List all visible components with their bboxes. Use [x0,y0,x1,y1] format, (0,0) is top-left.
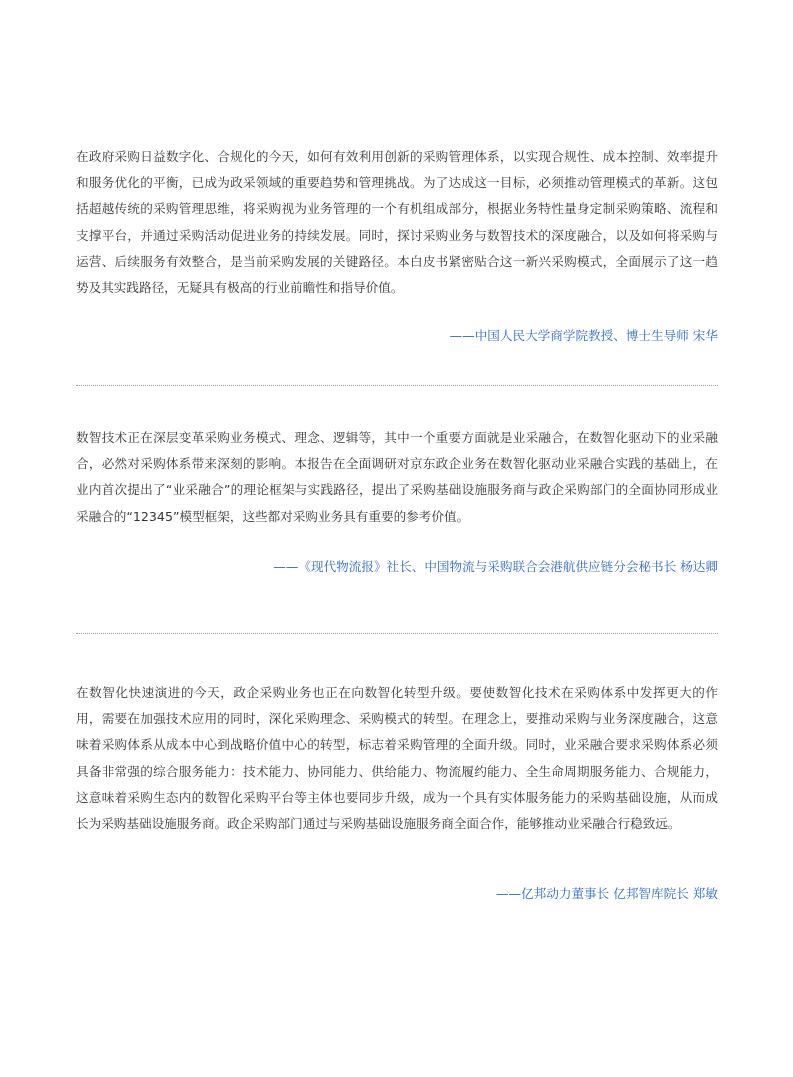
quote-block-1 [76,144,718,301]
quote-attribution-2: ——《现代物流报》社长、中国物流与采购联合会港航供应链分会秘书长 杨达卿 [273,559,718,574]
quote-block-3 [76,680,718,837]
quote-block-2 [76,425,718,530]
section-divider-2 [76,633,718,634]
section-divider-1 [76,385,718,386]
quote-attribution-3: ——亿邦动力董事长 亿邦智库院长 郑敏 [495,886,718,901]
quote-text-1: 在政府采购日益数字化、合规化的今天，如何有效利用创新的采购管理体系，以实现合规性、成本控制、效率提升和服务优化的平衡，已成为政采领域的重要趋势和管理挑战。为了达成这一目标，必须推动管理模式的革新。这包括超越传统的采购管理思维，将采购视为业务管理的一个有机组成部分，根据业务特性量身定制采购策略、流程和支撑平台，并通过采购活动促进业务的持续发展。同时，探讨采购业务与数智技术的深度融合，以及如何将采购与运营、后续服务有效整合，是当前采购发展的关键路径。本白皮书紧密贴合这一新兴采购模式，全面展示了这一趋势及其实践路径，无疑具有极高的行业前瞻性和指导价值。 [76,149,718,296]
quote-attribution-1: ——中国人民大学商学院教授、博士生导师 宋华 [449,328,718,343]
quote-text-2: 数智技术正在深层变革采购业务模式、理念、逻辑等，其中一个重要方面就是业采融合，在数智化驱动下的业采融合，必然对采购体系带来深刻的影响。本报告在全面调研对京东政企业务在数智化驱动业采融合实践的基础上，在业内首次提出了“业采融合”的理论框架与实践路径，提出了采购基础设施服务商与政企采购部门的全面协同形成业采融合的“12345”模型框架，这些都对采购业务具有重要的参考价值。 [76,430,718,524]
quote-text-3: 在数智化快速演进的今天，政企采购业务也正在向数智化转型升级。要使数智化技术在采购体系中发挥更大的作用，需要在加强技术应用的同时，深化采购理念、采购模式的转型。在理念上，要推动采购与业务深度融合，这意味着采购体系从成本中心到战略价值中心的转型，标志着采购管理的全面升级。同时，业采融合要求采购体系必须具备非常强的综合服务能力：技术能力、协同能力、供给能力、物流履约能力、全生命周期服务能力、合规能力，这意味着采购生态内的数智化采购平台等主体也要同步升级，成为一个具有实体服务能力的采购基础设施，从而成长为采购基础设施服务商。政企采购部门通过与采购基础设施服务商全面合作，能够推动业采融合行稳致远。 [76,685,718,832]
